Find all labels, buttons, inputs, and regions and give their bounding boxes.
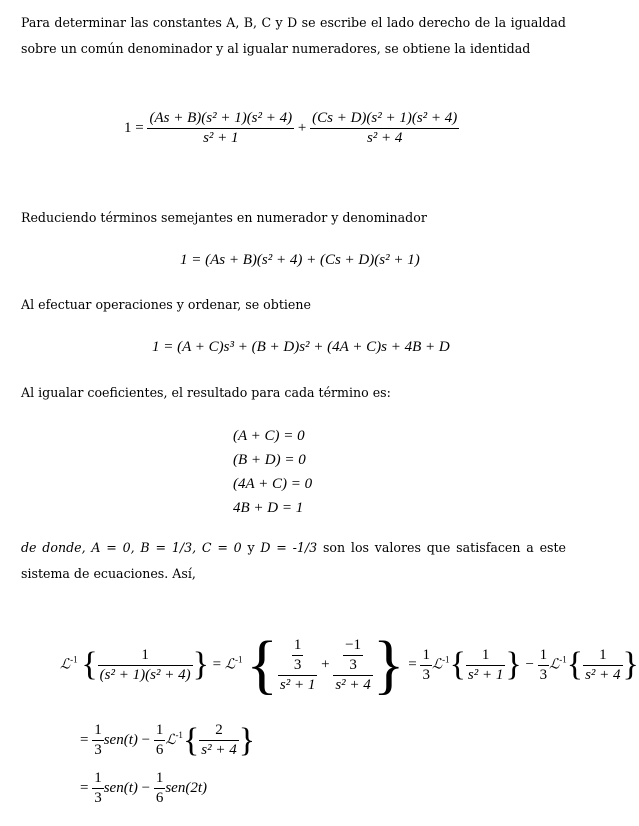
system-eq-1: (A + C) = 0: [233, 428, 305, 444]
solution-d: D = -1/3: [260, 540, 318, 555]
ordered-equation: 1 = (A + C)s³ + (B + D)s² + (4A + C)s + 4B + D: [152, 339, 450, 355]
solution-paragraph: de donde, A = 0, B = 1/3, C = 0 y D = -1/3 son los valores que satisfacen a este sistema de ecuaciones. Así,: [21, 540, 567, 581]
identity-equation: 1 = $\frac{\text{(As + B)(s² + 1)(s² + 4)}}{\text{s² + 1}}$ + $\frac{\text{(Cs + D)(s² + 1)(s² + 4)}}{\text{s² + 4}}$: [124, 110, 458, 146]
system-eq-2: (B + D) = 0: [233, 452, 306, 468]
system-eq-4: 4B + D = 1: [233, 500, 304, 516]
intro-text: Para determinar las constantes A, B, C y D se escribe el lado derecho de la igualdad sobre un común denominador y al igualar numeradores, se obtiene la identidad: [21, 15, 566, 56]
fraction-2: $\frac{\text{(Cs + D)(s² + 1)(s² + 4)}}{\text{s² + 4}}$: [312, 110, 458, 146]
solution-lead: de donde, A = 0, B = 1/3, C = 0: [21, 540, 242, 555]
operations-paragraph: Al efectuar operaciones y ordenar, se obtiene: [21, 297, 311, 312]
equation-system: [233, 424, 312, 520]
coefficients-paragraph: Al igualar coeficientes, el resultado para cada término es:: [21, 385, 391, 400]
reduce-paragraph: Reduciendo términos semejantes en numerador y denominador: [21, 210, 427, 225]
result-line-2: = $\frac{1}{3}$ sen(t) − $\frac{1}{6}$ sen(2t): [80, 770, 207, 806]
fraction-1: $\frac{\text{(As + B)(s² + 1)(s² + 4)}}{\text{s² + 1}}$: [149, 110, 293, 146]
laplace-inverse-equation: ℒ$^{-1}$ { $\frac{1}{\text{(s² + 1)(s² + 4)}}$ } = ℒ$^{-1}$ { $\frac{\frac{1}{3}}{\text{s² + 1}}$ + $\frac{\frac{-1}{3}}{\text{s² + 4}}$ } = $\frac{1}{3}$ ℒ$^{-1}${ $\frac{1}{\text{s² + 1}}$ } − $\frac{1}{3}$ ℒ$^{-1}${ $\frac{1}{\text{s² + 4}}$ }: [60, 628, 639, 701]
reduced-equation: 1 = (As + B)(s² + 4) + (Cs + D)(s² + 1): [180, 252, 420, 268]
system-eq-3: (4A + C) = 0: [233, 476, 313, 492]
intro-paragraph: [21, 10, 566, 62]
result-line-1: = $\frac{1}{3}$ sen(t) − $\frac{1}{6}$ ℒ$^{-1}${ $\frac{2}{\text{s² + 4}}$ }: [80, 721, 256, 759]
